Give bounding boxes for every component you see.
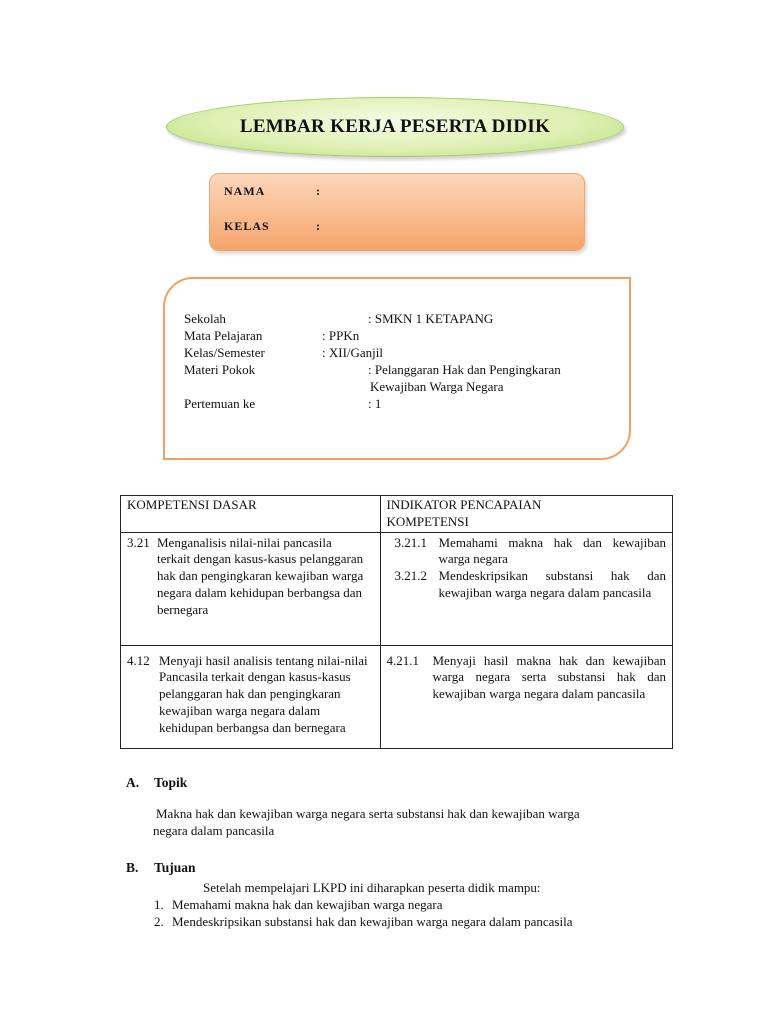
indikator-text: Mendeskripsikan substansi hak dan kewajiban warga negara dalam pancasila [438, 568, 666, 600]
kd-number: 3.21 [127, 534, 150, 550]
indikator-text: Menyaji hasil makna hak dan kewajiban warga negara serta substansi hak dan kewajiban warga negara dalam pancasila [432, 652, 666, 702]
kelas-semester-label: Kelas/Semester [184, 345, 265, 360]
section-a-heading [126, 775, 187, 791]
indikator-item [395, 568, 667, 602]
tujuan-item-number: 1. [154, 897, 164, 912]
materi-value-line1: : Pelanggaran Hak dan Pengingkaran [368, 362, 561, 377]
kelas-row [224, 219, 321, 234]
topik-text-line2: negara dalam pancasila [153, 823, 275, 838]
kd-cell [121, 645, 381, 748]
tujuan-item [154, 913, 572, 930]
kd-header-text: KOMPETENSI DASAR [127, 497, 257, 512]
materi-value-line2: Kewajiban Warga Negara [370, 379, 504, 394]
indikator-header-line1: INDIKATOR PENCAPAIAN [386, 497, 542, 512]
table-row [121, 645, 673, 748]
nama-label: NAMA [224, 184, 266, 198]
competency-table [120, 495, 673, 749]
section-b-heading [126, 860, 196, 876]
pertemuan-label: Pertemuan ke [184, 396, 256, 411]
mapel-label: Mata Pelajaran [184, 328, 263, 343]
tujuan-intro: Setelah mempelajari LKPD ini diharapkan peserta didik mampu: [203, 880, 541, 895]
kelas-label: KELAS [224, 219, 270, 233]
indikator-number: 3.21.1 [394, 534, 427, 550]
indikator-item [387, 653, 667, 703]
kelas-semester-value: : XII/Ganjil [322, 345, 384, 360]
kd-number: 4.12 [127, 652, 150, 668]
sekolah-value: : SMKN 1 KETAPANG [368, 311, 494, 326]
kd-header [121, 496, 381, 533]
table-header-row [121, 496, 673, 533]
sekolah-label: Sekolah [184, 311, 226, 326]
indikator-number: 3.21.2 [394, 568, 427, 584]
nama-colon: : [316, 184, 321, 198]
kd-cell [121, 532, 381, 645]
student-identity-box [209, 173, 585, 251]
tujuan-item [154, 896, 442, 913]
table-row [121, 532, 673, 645]
kd-text: Menyaji hasil analisis tentang nilai-nilai Pancasila terkait dengan kasus-kasus pelanggaran hak dan pengingkaran kewajiban warga negara dalam kehidupan berbangsa dan bernegara [159, 652, 368, 735]
indikator-header-line2: KOMPETENSI [386, 513, 469, 529]
kelas-colon: : [316, 219, 321, 233]
section-a-title: Topik [154, 775, 188, 790]
indikator-cell [380, 645, 673, 748]
page-title: LEMBAR KERJA PESERTA DIDIK [239, 116, 551, 137]
materi-label: Materi Pokok [184, 362, 256, 377]
tujuan-item-text: Memahami makna hak dan kewajiban warga negara [172, 897, 443, 912]
pertemuan-value: : 1 [368, 396, 382, 411]
section-a-letter: A. [126, 775, 140, 790]
indikator-cell [380, 532, 673, 645]
nama-row [224, 184, 321, 199]
section-b-title: Tujuan [154, 860, 196, 875]
topik-text-line1: Makna hak dan kewajiban warga negara serta substansi hak dan kewajiban warga [156, 806, 580, 821]
indikator-text: Memahami makna hak dan kewajiban warga negara [438, 534, 666, 567]
tujuan-item-number: 2. [154, 914, 164, 929]
kd-item [127, 535, 374, 619]
mapel-value: : PPKn [322, 328, 360, 343]
kd-text: Menganalisis nilai-nilai pancasila terkait dengan kasus-kasus pelanggaran hak dan pengingkaran kewajiban warga negara dalam kehidupan berbangsa dan bernegara [157, 534, 364, 617]
tujuan-item-text: Mendeskripsikan substansi hak dan kewajiban warga negara dalam pancasila [172, 914, 573, 929]
title-banner [166, 97, 624, 157]
kd-item [127, 653, 374, 737]
section-b-letter: B. [126, 860, 139, 875]
indikator-header [380, 496, 673, 533]
indikator-number: 4.21.1 [386, 652, 419, 668]
indikator-item [395, 535, 667, 569]
